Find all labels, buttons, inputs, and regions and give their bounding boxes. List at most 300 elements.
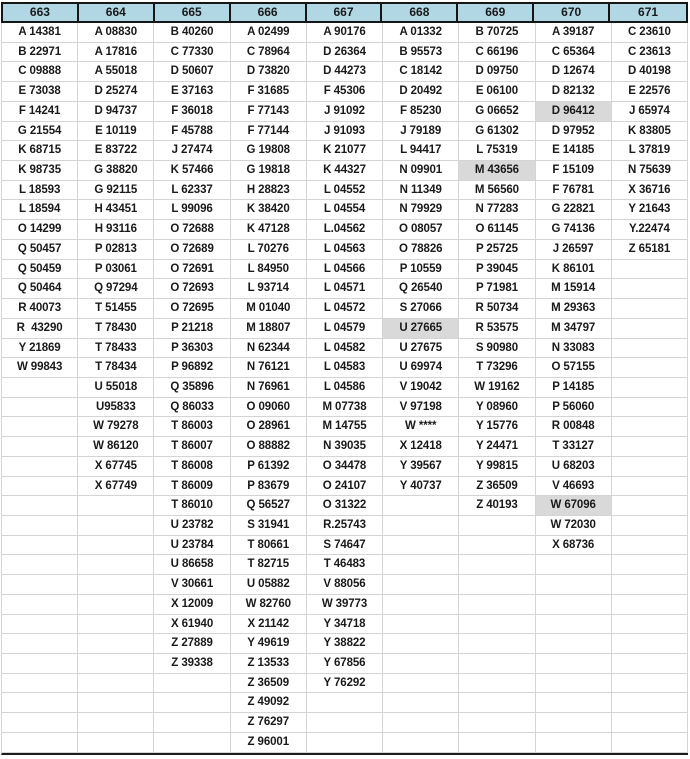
table-cell[interactable] [154,693,230,713]
table-cell[interactable]: Z 65181 [612,240,688,260]
column-header-671[interactable]: 671 [610,4,686,21]
table-cell[interactable]: M 01040 [231,299,307,319]
table-cell[interactable] [383,555,459,575]
table-cell[interactable]: L 62337 [154,181,230,201]
table-cell[interactable]: X 67749 [78,477,154,497]
table-cell[interactable]: Y 08960 [459,398,535,418]
table-cell[interactable] [2,378,78,398]
table-cell[interactable]: W **** [383,417,459,437]
table-cell[interactable] [383,615,459,635]
table-cell[interactable]: A 55018 [78,62,154,82]
table-cell[interactable]: T 78433 [78,339,154,359]
table-cell[interactable]: Z 39338 [154,654,230,674]
table-cell[interactable]: R 53575 [459,319,535,339]
table-cell[interactable]: U 27675 [383,339,459,359]
table-cell[interactable]: L 70276 [231,240,307,260]
table-cell[interactable]: F 45306 [307,82,383,102]
column-header-670[interactable]: 670 [534,4,610,21]
table-cell[interactable]: G 38820 [78,161,154,181]
table-cell[interactable]: L 75319 [459,141,535,161]
table-cell[interactable]: O 72693 [154,279,230,299]
table-cell[interactable]: L 04552 [307,181,383,201]
table-cell[interactable]: E 14185 [536,141,612,161]
table-cell[interactable]: X 21142 [231,615,307,635]
table-cell[interactable]: D 44273 [307,62,383,82]
table-cell[interactable] [612,260,688,280]
table-cell[interactable] [459,733,535,753]
table-cell[interactable] [78,496,154,516]
table-cell[interactable]: H 43451 [78,200,154,220]
table-cell[interactable]: C 18142 [383,62,459,82]
table-cell[interactable]: R.25743 [307,516,383,536]
table-cell[interactable] [307,713,383,733]
table-cell[interactable]: Y 21643 [612,200,688,220]
table-cell[interactable]: X 12009 [154,595,230,615]
table-cell[interactable]: J 26597 [536,240,612,260]
table-cell[interactable]: C 23610 [612,23,688,43]
table-cell[interactable]: O 08057 [383,220,459,240]
table-cell[interactable] [2,457,78,477]
table-cell[interactable]: L 84950 [231,260,307,280]
table-cell[interactable] [459,536,535,556]
table-cell[interactable]: H 28823 [231,181,307,201]
table-cell[interactable]: L 93714 [231,279,307,299]
table-cell[interactable]: K 83805 [612,122,688,142]
column-header-669[interactable]: 669 [458,4,534,21]
table-cell[interactable] [612,378,688,398]
table-cell[interactable]: E 06100 [459,82,535,102]
table-cell[interactable]: Q 56527 [231,496,307,516]
table-cell[interactable]: P 61392 [231,457,307,477]
table-cell[interactable] [383,536,459,556]
table-cell[interactable] [2,536,78,556]
table-cell[interactable]: V 88056 [307,575,383,595]
table-cell[interactable]: L 04586 [307,378,383,398]
table-cell[interactable]: N 79929 [383,200,459,220]
table-cell[interactable]: K 21077 [307,141,383,161]
table-cell[interactable]: P 02813 [78,240,154,260]
table-cell[interactable]: W 79278 [78,417,154,437]
table-cell[interactable]: D 20492 [383,82,459,102]
table-cell[interactable]: T 86008 [154,457,230,477]
table-cell[interactable] [612,417,688,437]
table-cell[interactable] [612,713,688,733]
table-cell[interactable]: T 78430 [78,319,154,339]
table-cell[interactable]: A 14381 [2,23,78,43]
table-cell[interactable] [78,615,154,635]
table-cell[interactable] [612,555,688,575]
table-cell[interactable]: M 56560 [459,181,535,201]
table-cell[interactable]: V 30661 [154,575,230,595]
table-cell[interactable]: S 31941 [231,516,307,536]
table-cell[interactable]: C 23613 [612,43,688,63]
table-cell[interactable]: P 83679 [231,477,307,497]
table-cell[interactable]: Q 86033 [154,398,230,418]
table-cell[interactable]: O 78826 [383,240,459,260]
table-cell[interactable]: N 62344 [231,339,307,359]
table-cell[interactable]: J 91093 [307,122,383,142]
table-cell[interactable] [383,654,459,674]
table-cell[interactable]: Z 76297 [231,713,307,733]
table-cell[interactable]: Y 21869 [2,339,78,359]
table-cell[interactable]: N 11349 [383,181,459,201]
table-cell[interactable]: U 27665 [383,319,459,339]
table-cell[interactable]: R 40073 [2,299,78,319]
table-cell[interactable]: F 15109 [536,161,612,181]
table-cell[interactable]: L 04582 [307,339,383,359]
table-cell[interactable]: T 86010 [154,496,230,516]
table-cell[interactable]: F 77144 [231,122,307,142]
table-cell[interactable]: G 22821 [536,200,612,220]
table-cell[interactable]: Y 38822 [307,634,383,654]
table-cell[interactable]: W 82760 [231,595,307,615]
table-cell[interactable]: K 68715 [2,141,78,161]
table-cell[interactable]: F 76781 [536,181,612,201]
table-cell[interactable]: Q 97294 [78,279,154,299]
table-cell[interactable] [612,496,688,516]
table-cell[interactable]: L 04583 [307,358,383,378]
table-cell[interactable]: D 12674 [536,62,612,82]
table-cell[interactable]: Q 50459 [2,260,78,280]
table-cell[interactable]: C 77330 [154,43,230,63]
table-cell[interactable]: E 10119 [78,122,154,142]
table-cell[interactable]: K 57466 [154,161,230,181]
table-cell[interactable] [459,615,535,635]
table-cell[interactable]: B 70725 [459,23,535,43]
table-cell[interactable]: A 39187 [536,23,612,43]
table-cell[interactable]: L 04566 [307,260,383,280]
table-cell[interactable]: H 93116 [78,220,154,240]
table-cell[interactable] [612,595,688,615]
table-cell[interactable]: P 36303 [154,339,230,359]
table-cell[interactable]: Q 35896 [154,378,230,398]
table-cell[interactable]: O 24107 [307,477,383,497]
table-cell[interactable] [612,733,688,753]
table-cell[interactable]: U 68203 [536,457,612,477]
table-cell[interactable]: B 22971 [2,43,78,63]
table-cell[interactable]: W 39773 [307,595,383,615]
table-cell[interactable]: L 94417 [383,141,459,161]
table-cell[interactable]: Y.22474 [612,220,688,240]
table-cell[interactable]: P 96892 [154,358,230,378]
table-cell[interactable]: D 26364 [307,43,383,63]
table-cell[interactable]: O 72695 [154,299,230,319]
table-cell[interactable] [307,693,383,713]
column-header-668[interactable]: 668 [382,4,458,21]
table-cell[interactable]: X 12418 [383,437,459,457]
table-cell[interactable] [2,575,78,595]
table-cell[interactable]: Q 26540 [383,279,459,299]
table-cell[interactable]: K 98735 [2,161,78,181]
table-cell[interactable]: N 76121 [231,358,307,378]
table-cell[interactable] [459,654,535,674]
table-cell[interactable]: M 18807 [231,319,307,339]
table-cell[interactable]: S 90980 [459,339,535,359]
table-cell[interactable] [459,516,535,536]
table-cell[interactable] [383,674,459,694]
table-cell[interactable]: W 99843 [2,358,78,378]
table-cell[interactable]: P 71981 [459,279,535,299]
table-cell[interactable] [612,654,688,674]
table-cell[interactable] [383,516,459,536]
table-cell[interactable]: O 61145 [459,220,535,240]
table-cell[interactable]: W 19162 [459,378,535,398]
table-cell[interactable]: M 15914 [536,279,612,299]
table-cell[interactable]: K 38420 [231,200,307,220]
table-cell[interactable] [459,693,535,713]
table-cell[interactable]: G 19818 [231,161,307,181]
table-cell[interactable]: N 76961 [231,378,307,398]
table-cell[interactable]: B 95573 [383,43,459,63]
table-cell[interactable] [536,674,612,694]
table-cell[interactable]: P 10559 [383,260,459,280]
table-cell[interactable] [459,674,535,694]
table-cell[interactable]: J 91092 [307,102,383,122]
column-header-664[interactable]: 664 [79,4,155,21]
table-cell[interactable]: J 79189 [383,122,459,142]
table-cell[interactable] [459,575,535,595]
table-cell[interactable]: U 05882 [231,575,307,595]
table-cell[interactable]: V 19042 [383,378,459,398]
table-cell[interactable] [2,615,78,635]
table-cell[interactable]: T 86007 [154,437,230,457]
table-cell[interactable] [78,575,154,595]
table-cell[interactable]: T 82715 [231,555,307,575]
table-cell[interactable]: G 74136 [536,220,612,240]
table-cell[interactable]: Y 76292 [307,674,383,694]
table-cell[interactable]: D 73820 [231,62,307,82]
table-cell[interactable]: Y 24471 [459,437,535,457]
table-cell[interactable]: N 77283 [459,200,535,220]
table-cell[interactable] [2,595,78,615]
table-cell[interactable] [612,299,688,319]
table-cell[interactable] [2,693,78,713]
table-cell[interactable]: Q 50457 [2,240,78,260]
table-cell[interactable]: D 09750 [459,62,535,82]
table-cell[interactable]: Z 36509 [231,674,307,694]
table-cell[interactable]: V 97198 [383,398,459,418]
table-cell[interactable]: B 40260 [154,23,230,43]
table-cell[interactable]: C 09888 [2,62,78,82]
table-cell[interactable]: F 77143 [231,102,307,122]
table-cell[interactable]: Z 49092 [231,693,307,713]
table-cell[interactable]: N 09901 [383,161,459,181]
table-cell[interactable] [78,654,154,674]
table-cell[interactable] [2,634,78,654]
table-cell[interactable] [383,733,459,753]
table-cell[interactable]: N 75639 [612,161,688,181]
table-cell[interactable] [536,615,612,635]
table-cell[interactable]: D 97952 [536,122,612,142]
table-cell[interactable]: F 14241 [2,102,78,122]
table-cell[interactable] [536,654,612,674]
table-cell[interactable]: T 33127 [536,437,612,457]
table-cell[interactable]: M 07738 [307,398,383,418]
table-cell[interactable]: Y 67856 [307,654,383,674]
table-cell[interactable] [459,634,535,654]
table-cell[interactable]: O 14299 [2,220,78,240]
table-cell[interactable]: Y 34718 [307,615,383,635]
table-cell[interactable]: C 66196 [459,43,535,63]
table-cell[interactable]: D 82132 [536,82,612,102]
table-cell[interactable] [536,595,612,615]
table-cell[interactable]: Y 99815 [459,457,535,477]
table-cell[interactable]: G 61302 [459,122,535,142]
table-cell[interactable]: Z 13533 [231,654,307,674]
table-cell[interactable]: F 45788 [154,122,230,142]
table-cell[interactable] [2,398,78,418]
table-cell[interactable] [2,654,78,674]
table-cell[interactable]: Y 40737 [383,477,459,497]
table-cell[interactable] [383,634,459,654]
table-cell[interactable]: Z 40193 [459,496,535,516]
table-cell[interactable]: Y 49619 [231,634,307,654]
table-cell[interactable]: X 67745 [78,457,154,477]
table-cell[interactable]: R 50734 [459,299,535,319]
table-cell[interactable] [612,279,688,299]
table-cell[interactable] [536,634,612,654]
table-cell[interactable] [536,713,612,733]
table-cell[interactable]: U 23782 [154,516,230,536]
table-cell[interactable]: F 36018 [154,102,230,122]
column-header-666[interactable]: 666 [231,4,307,21]
table-cell[interactable] [2,555,78,575]
table-cell[interactable]: D 50607 [154,62,230,82]
table-cell[interactable] [383,496,459,516]
table-cell[interactable] [78,713,154,733]
table-cell[interactable]: Y 15776 [459,417,535,437]
table-cell[interactable] [78,516,154,536]
table-cell[interactable]: T 78434 [78,358,154,378]
table-cell[interactable]: Q 50464 [2,279,78,299]
table-cell[interactable]: O 09060 [231,398,307,418]
table-cell[interactable]: L 37819 [612,141,688,161]
table-cell[interactable]: T 86003 [154,417,230,437]
table-cell[interactable] [154,713,230,733]
table-cell[interactable] [154,674,230,694]
table-cell[interactable]: S 74647 [307,536,383,556]
table-cell[interactable]: O 88882 [231,437,307,457]
table-cell[interactable]: M 14755 [307,417,383,437]
table-cell[interactable]: L 04571 [307,279,383,299]
column-header-665[interactable]: 665 [155,4,231,21]
table-cell[interactable]: A 01332 [383,23,459,43]
table-cell[interactable] [2,516,78,536]
table-cell[interactable] [383,713,459,733]
table-cell[interactable] [459,713,535,733]
table-cell[interactable]: L 18593 [2,181,78,201]
table-cell[interactable] [536,693,612,713]
table-cell[interactable] [2,477,78,497]
table-cell[interactable]: O 72688 [154,220,230,240]
table-cell[interactable] [536,575,612,595]
table-cell[interactable] [612,693,688,713]
table-cell[interactable]: L 04563 [307,240,383,260]
table-cell[interactable]: N 33083 [536,339,612,359]
table-cell[interactable]: K 47128 [231,220,307,240]
table-cell[interactable]: R 43290 [2,319,78,339]
table-cell[interactable]: F 85230 [383,102,459,122]
column-header-667[interactable]: 667 [307,4,383,21]
table-cell[interactable]: G 92115 [78,181,154,201]
table-cell[interactable]: O 72691 [154,260,230,280]
table-cell[interactable]: D 40198 [612,62,688,82]
table-cell[interactable]: T 80661 [231,536,307,556]
table-cell[interactable]: F 31685 [231,82,307,102]
table-cell[interactable]: W 72030 [536,516,612,536]
table-cell[interactable]: S 27066 [383,299,459,319]
table-cell[interactable]: D 94737 [78,102,154,122]
table-cell[interactable] [78,674,154,694]
table-cell[interactable]: V 46693 [536,477,612,497]
table-cell[interactable] [612,615,688,635]
table-cell[interactable]: U95833 [78,398,154,418]
table-cell[interactable]: G 19808 [231,141,307,161]
column-header-663[interactable]: 663 [3,4,79,21]
table-cell[interactable] [383,595,459,615]
table-cell[interactable]: L 04554 [307,200,383,220]
table-cell[interactable] [536,733,612,753]
table-cell[interactable]: L 04572 [307,299,383,319]
table-cell[interactable] [459,595,535,615]
table-cell[interactable]: E 22576 [612,82,688,102]
table-cell[interactable] [307,733,383,753]
table-cell[interactable]: E 83722 [78,141,154,161]
table-cell[interactable]: O 28961 [231,417,307,437]
table-cell[interactable]: L 99096 [154,200,230,220]
table-cell[interactable]: U 86658 [154,555,230,575]
table-cell[interactable]: U 55018 [78,378,154,398]
table-cell[interactable] [612,398,688,418]
table-cell[interactable]: L 04579 [307,319,383,339]
table-cell[interactable]: X 68736 [536,536,612,556]
table-cell[interactable]: K 44327 [307,161,383,181]
table-cell[interactable]: C 78964 [231,43,307,63]
table-cell[interactable]: Y 39567 [383,457,459,477]
table-cell[interactable] [612,516,688,536]
table-cell[interactable]: M 34797 [536,319,612,339]
table-cell[interactable]: X 36716 [612,181,688,201]
table-cell[interactable] [383,693,459,713]
table-cell[interactable]: P 03061 [78,260,154,280]
table-cell[interactable]: P 39045 [459,260,535,280]
table-cell[interactable]: A 90176 [307,23,383,43]
table-cell[interactable]: P 25725 [459,240,535,260]
table-cell[interactable]: Z 96001 [231,733,307,753]
table-cell[interactable] [78,733,154,753]
table-cell[interactable] [78,693,154,713]
table-cell[interactable]: W 86120 [78,437,154,457]
table-cell[interactable]: N 39035 [307,437,383,457]
table-cell[interactable] [612,634,688,654]
table-cell[interactable]: Z 27889 [154,634,230,654]
table-cell[interactable] [612,319,688,339]
table-cell[interactable] [459,555,535,575]
table-cell[interactable]: D 25274 [78,82,154,102]
table-cell[interactable] [536,555,612,575]
table-cell[interactable]: T 86009 [154,477,230,497]
table-cell[interactable]: W 67096 [536,496,612,516]
table-cell[interactable]: T 46483 [307,555,383,575]
table-cell[interactable] [612,477,688,497]
table-cell[interactable] [612,575,688,595]
table-cell[interactable] [612,536,688,556]
table-cell[interactable]: P 14185 [536,378,612,398]
table-cell[interactable] [612,437,688,457]
table-cell[interactable]: D 96412 [536,102,612,122]
table-cell[interactable]: R 00848 [536,417,612,437]
table-cell[interactable]: O 57155 [536,358,612,378]
